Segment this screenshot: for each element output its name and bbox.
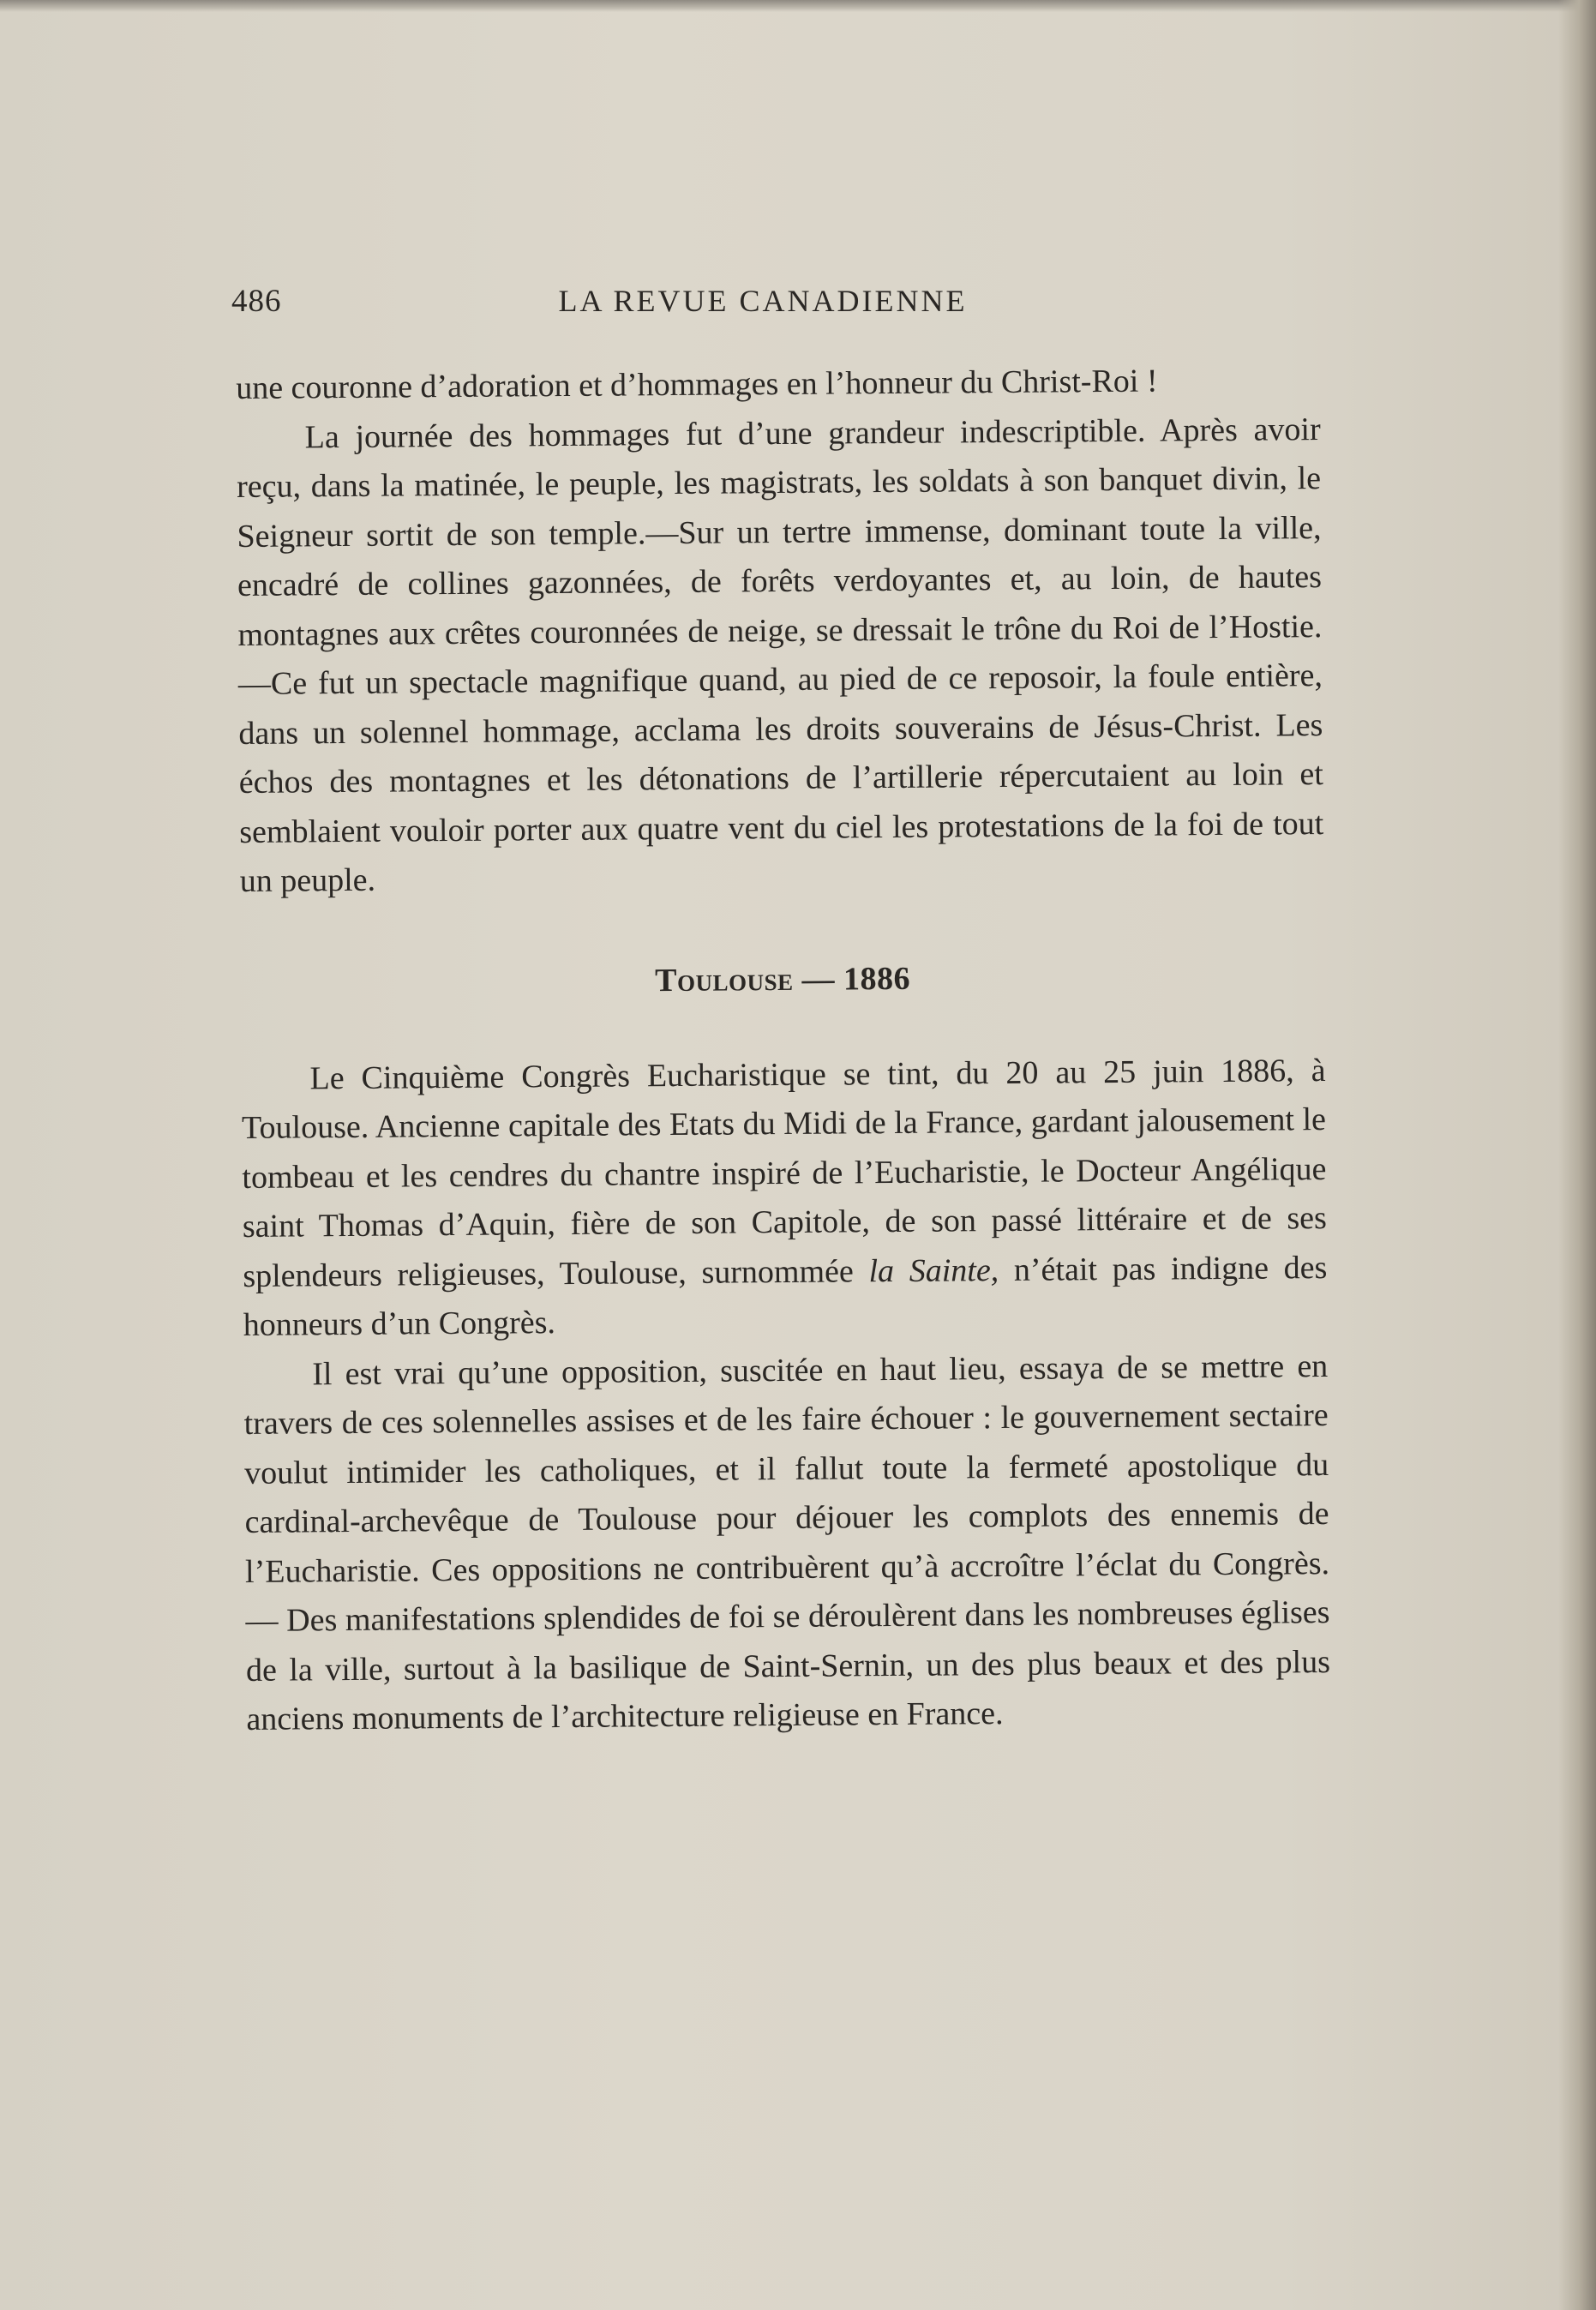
paragraph-toulouse (241, 1047, 1328, 1351)
section-title: Toulouse — 1886 (655, 960, 911, 999)
page-right-edge (1558, 0, 1596, 2310)
paragraph-hommages: La journée des hommages fut d’une grandeur indescriptible. Après avoir reçu, dans la matinée, le peuple, les magistrats, les soldats à son banquet divin, le Seigneur sortit de son temple.—Sur un tertre immense, dominant toute la ville, encadré de collines gazonnées, de forêts verdoyantes et, au loin, de hautes montagnes aux crêtes couronnées de neige, se dressait le trône du Roi de l’Hostie.—Ce fut un spectacle magnifique quand, au pied de ce reposoir, la foule entière, dans un solennel hommage, acclama les droits souverains de Jésus-Christ. Les échos des montagnes et les détonations de l’artillerie répercutaient au loin et semblaient vouloir porter aux quatre vent du ciel les protestations de la foi de tout un peuple. (236, 411, 1324, 899)
page-number: 486 (231, 284, 282, 319)
body-text (236, 356, 1331, 1744)
paragraph-opposition: Il est vrai qu’une opposition, suscitée en haut lieu, essaya de se mettre en travers de ces solennelles assises et de les faire échouer : le gouvernement sectaire voulut intimider les catholiques, et il fallut toute la fermeté apostolique du cardinal-archevêque de Toulouse pour déjouer les complots des ennemis de l’Eucharistie. Ces oppositions ne contribuèrent qu’à accroître l’éclat du Congrès. — Des manifestations splendides de foi se déroulèrent dans les nombreuses églises de la ville, surtout à la basilique de Saint-Sernin, un des plus beaux et des plus anciens monuments de l’architecture religieuse en France. (243, 1347, 1331, 1737)
paragraph-toulouse-text-end: n’était pas indigne des honneurs d’un Congrès. (243, 1249, 1328, 1343)
page-top-edge (0, 0, 1596, 12)
running-title: LA REVUE CANADIENNE (558, 284, 968, 318)
running-header (231, 283, 1316, 326)
paragraph-toulouse-text: Le Cinquième Congrès Eucharistique se tint, du 20 au 25 juin 1886, à Toulouse. Ancienne capitale des Etats du Midi de la France, gardant jalousement le tombeau et les cendres du chantre inspiré de l’Eucharistie, le Docteur Angélique saint Thomas d’Aquin, fière de son Capitole, de son passé littéraire et de ses splendeurs religieuses, Toulouse, surnommée (241, 1052, 1328, 1294)
paragraph-continuation: une couronne d’adoration et d’hommages en l’honneur du Christ-Roi ! (236, 363, 1158, 406)
paragraph-toulouse-italic: la Sainte, (868, 1251, 999, 1289)
